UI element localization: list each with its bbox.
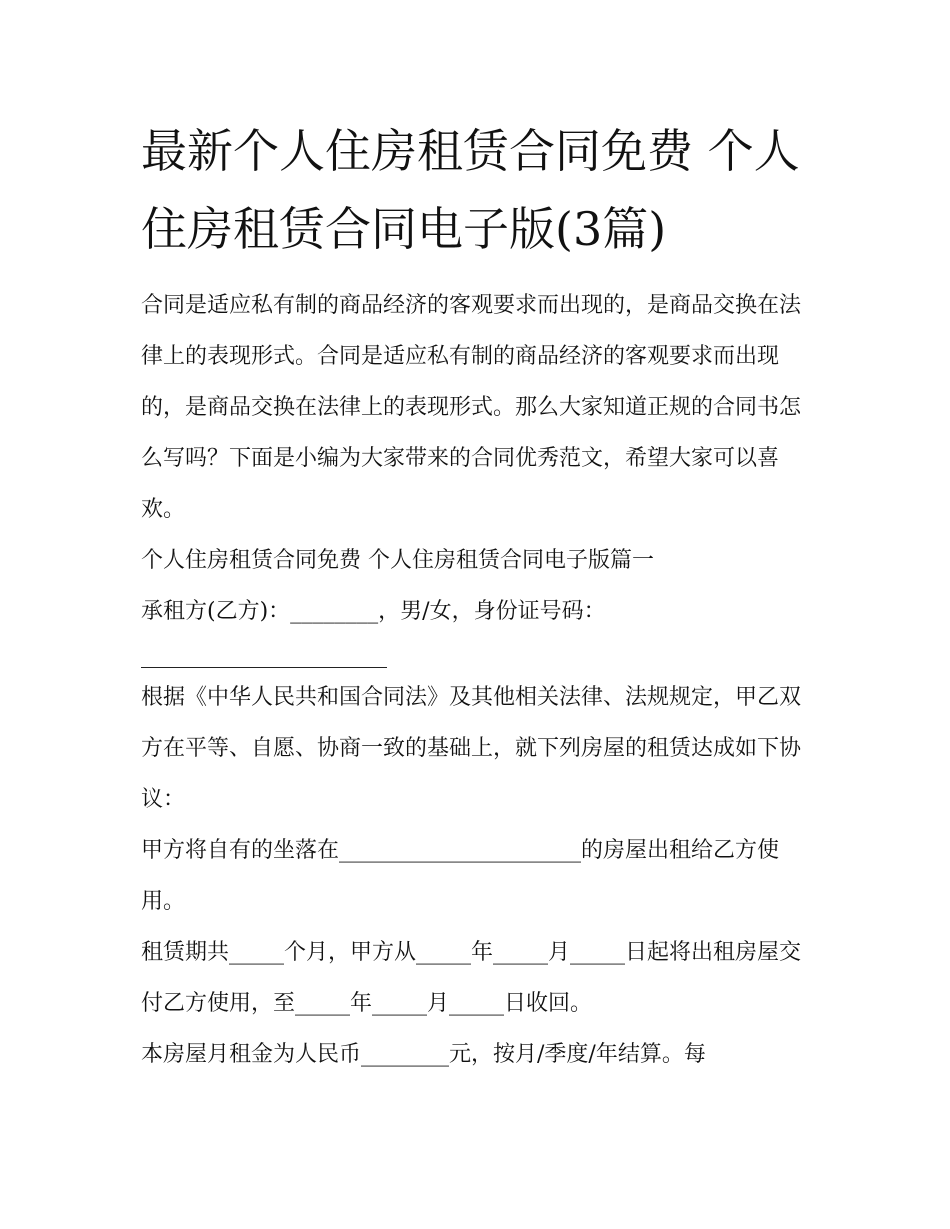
intro-paragraph: 合同是适应私有制的商品经济的客观要求而出现的，是商品交换在法律上的表现形式。合同是适应私有制的商品经济的客观要求而出现的，是商品交换在法律上的表现形式。那么大家知道正规的合同书怎么写吗？下面是小编为大家带来的合同优秀范文，希望大家可以喜欢。 — [141, 293, 802, 522]
rent-paragraph: 本房屋月租金为人民币________元，按月/季度/年结算。每 — [141, 1042, 706, 1067]
section-heading: 个人住房租赁合同免费 个人住房租赁合同电子版篇一 — [141, 548, 654, 573]
property-location-paragraph: 甲方将自有的坐落在______________________的房屋出租给乙方使用。 — [141, 838, 780, 914]
lease-term-paragraph: 租赁期共_____个月，甲方从_____年_____月_____日起将出租房屋交付乙方使用，至_____年_____月_____日收回。 — [141, 940, 802, 1016]
tenant-line: 承租方(乙方)：________，男/女，身份证号码： — [141, 599, 606, 624]
document-body — [141, 280, 813, 1080]
legal-basis-paragraph: 根据《中华人民共和国合同法》及其他相关法律、法规规定，甲乙双方在平等、自愿、协商一致的基础上，就下列房屋的租赁达成如下协议： — [141, 685, 802, 812]
document-title: 最新个人住房租赁合同免费 个人住房租赁合同电子版(3篇) — [141, 124, 800, 256]
